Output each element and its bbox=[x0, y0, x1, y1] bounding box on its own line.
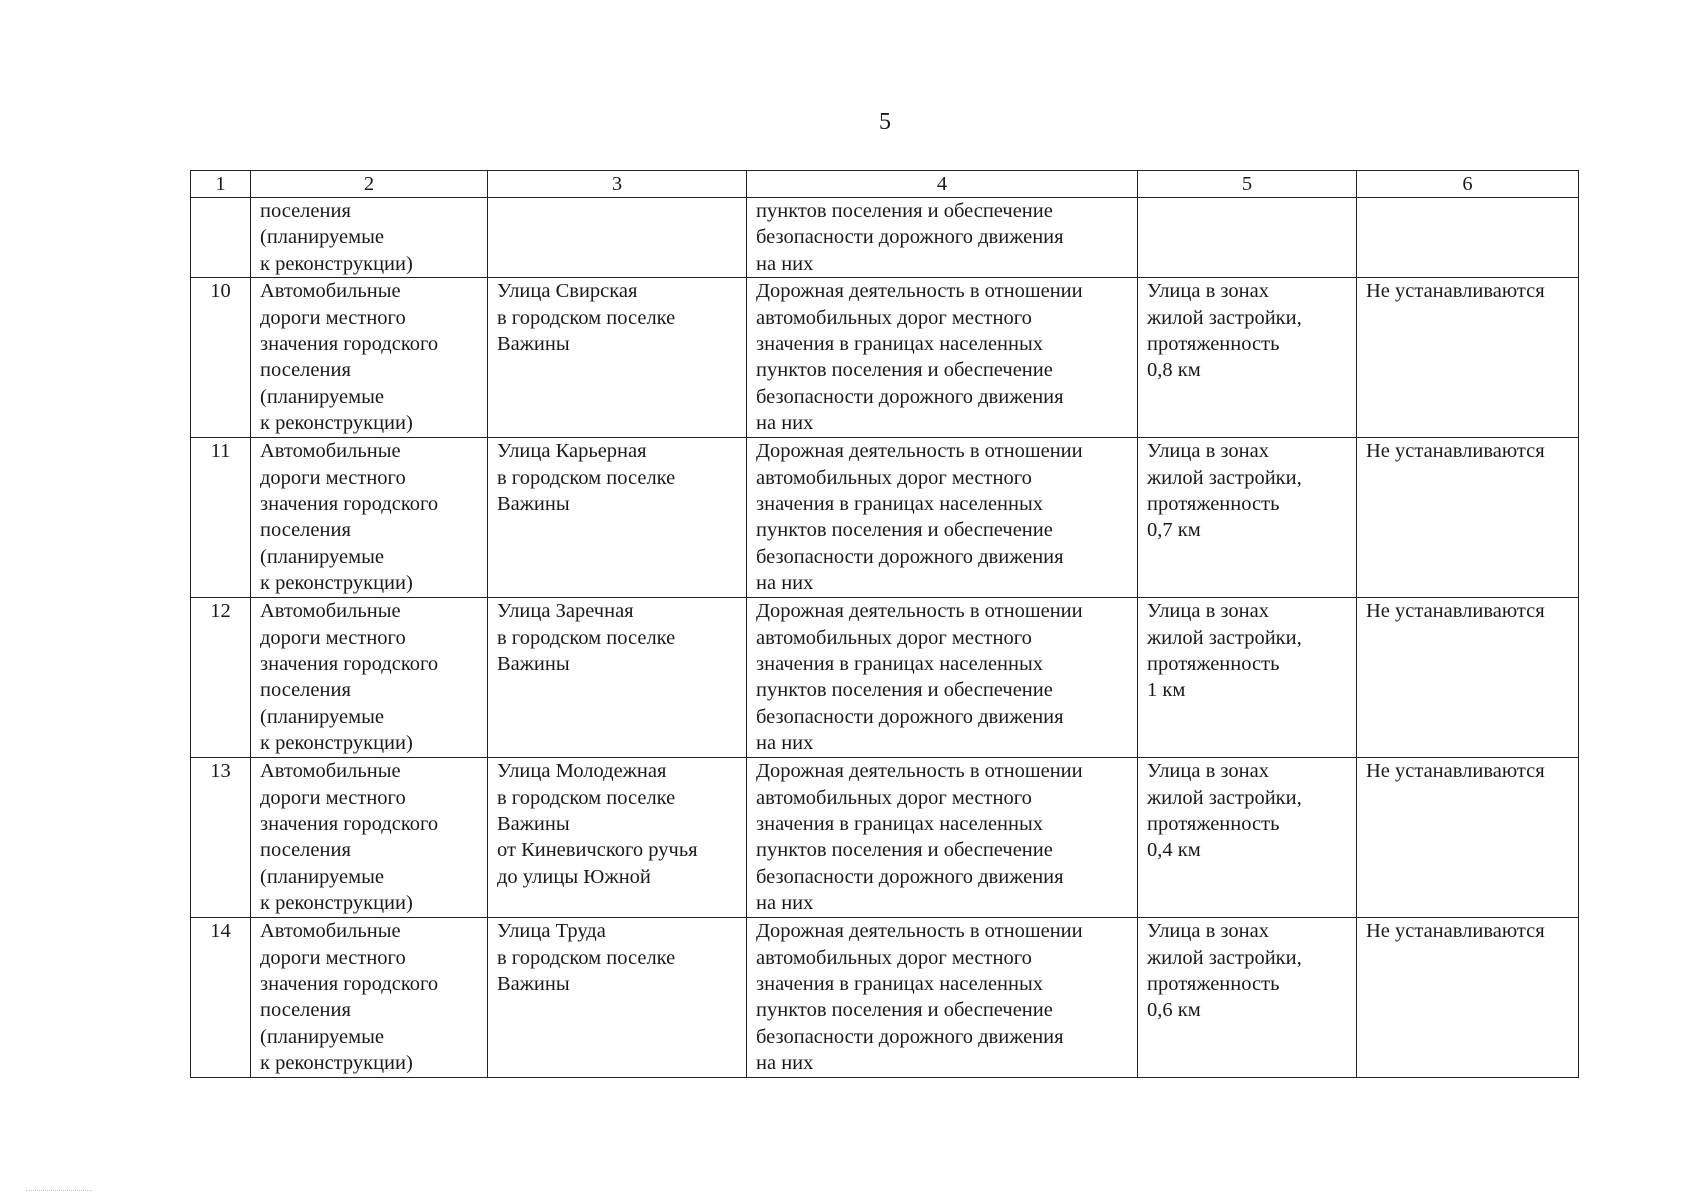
characteristics-cell: Улица в зонах жилой застройки, протяженность 0,8 км bbox=[1138, 278, 1357, 438]
characteristics-cell: Улица в зонах жилой застройки, протяженность 0,6 км bbox=[1138, 918, 1357, 1078]
zones-cell: Не устанавливаются bbox=[1357, 438, 1579, 598]
characteristics-cell bbox=[1138, 198, 1357, 278]
row-number bbox=[191, 198, 251, 278]
object-name-cell bbox=[488, 198, 747, 278]
purpose-cell: Дорожная деятельность в отношении автомобильных дорог местного значения в границах населенных пунктов поселения и обеспечение безопасности дорожного движения на них bbox=[747, 758, 1138, 918]
header-cell-5: 5 bbox=[1138, 171, 1357, 198]
row-number: 13 bbox=[191, 758, 251, 918]
characteristics-cell: Улица в зонах жилой застройки, протяженность 1 км bbox=[1138, 598, 1357, 758]
purpose-cell: Дорожная деятельность в отношении автомобильных дорог местного значения в границах населенных пунктов поселения и обеспечение безопасности дорожного движения на них bbox=[747, 598, 1138, 758]
table-row bbox=[191, 918, 1579, 1078]
object-name-cell: Улица Молодежная в городском поселке Важины от Киневичского ручья до улицы Южной bbox=[488, 758, 747, 918]
purpose-cell: пунктов поселения и обеспечение безопасности дорожного движения на них bbox=[747, 198, 1138, 278]
row-number: 12 bbox=[191, 598, 251, 758]
object-type-cell: Автомобильные дороги местного значения городского поселения (планируемые к реконструкции) bbox=[251, 438, 488, 598]
header-cell-3: 3 bbox=[488, 171, 747, 198]
characteristics-cell: Улица в зонах жилой застройки, протяженность 0,4 км bbox=[1138, 758, 1357, 918]
object-type-cell: поселения (планируемые к реконструкции) bbox=[251, 198, 488, 278]
table-header-row bbox=[191, 171, 1579, 198]
zones-cell: Не устанавливаются bbox=[1357, 598, 1579, 758]
purpose-cell: Дорожная деятельность в отношении автомобильных дорог местного значения в границах населенных пунктов поселения и обеспечение безопасности дорожного движения на них bbox=[747, 278, 1138, 438]
object-type-cell: Автомобильные дороги местного значения городского поселения (планируемые к реконструкции) bbox=[251, 918, 488, 1078]
row-number: 11 bbox=[191, 438, 251, 598]
zones-cell: Не устанавливаются bbox=[1357, 278, 1579, 438]
object-type-cell: Автомобильные дороги местного значения городского поселения (планируемые к реконструкции) bbox=[251, 598, 488, 758]
purpose-cell: Дорожная деятельность в отношении автомобильных дорог местного значения в границах населенных пунктов поселения и обеспечение безопасности дорожного движения на них bbox=[747, 918, 1138, 1078]
object-type-cell: Автомобильные дороги местного значения городского поселения (планируемые к реконструкции) bbox=[251, 758, 488, 918]
object-name-cell: Улица Заречная в городском поселке Важины bbox=[488, 598, 747, 758]
purpose-cell: Дорожная деятельность в отношении автомобильных дорог местного значения в границах населенных пунктов поселения и обеспечение безопасности дорожного движения на них bbox=[747, 438, 1138, 598]
characteristics-cell: Улица в зонах жилой застройки, протяженность 0,7 км bbox=[1138, 438, 1357, 598]
object-name-cell: Улица Свирская в городском поселке Важины bbox=[488, 278, 747, 438]
row-number: 14 bbox=[191, 918, 251, 1078]
table-row-continuation bbox=[191, 198, 1579, 278]
header-cell-6: 6 bbox=[1357, 171, 1579, 198]
scan-artifact bbox=[26, 1190, 92, 1191]
zones-cell bbox=[1357, 198, 1579, 278]
objects-table bbox=[190, 170, 1579, 1078]
header-cell-4: 4 bbox=[747, 171, 1138, 198]
table-row bbox=[191, 278, 1579, 438]
zones-cell: Не устанавливаются bbox=[1357, 758, 1579, 918]
page-number: 5 bbox=[879, 109, 891, 135]
header-cell-1: 1 bbox=[191, 171, 251, 198]
object-name-cell: Улица Карьерная в городском поселке Важины bbox=[488, 438, 747, 598]
object-type-cell: Автомобильные дороги местного значения городского поселения (планируемые к реконструкции) bbox=[251, 278, 488, 438]
zones-cell: Не устанавливаются bbox=[1357, 918, 1579, 1078]
object-name-cell: Улица Труда в городском поселке Важины bbox=[488, 918, 747, 1078]
table-row bbox=[191, 758, 1579, 918]
table-row bbox=[191, 598, 1579, 758]
header-cell-2: 2 bbox=[251, 171, 488, 198]
row-number: 10 bbox=[191, 278, 251, 438]
table-row bbox=[191, 438, 1579, 598]
